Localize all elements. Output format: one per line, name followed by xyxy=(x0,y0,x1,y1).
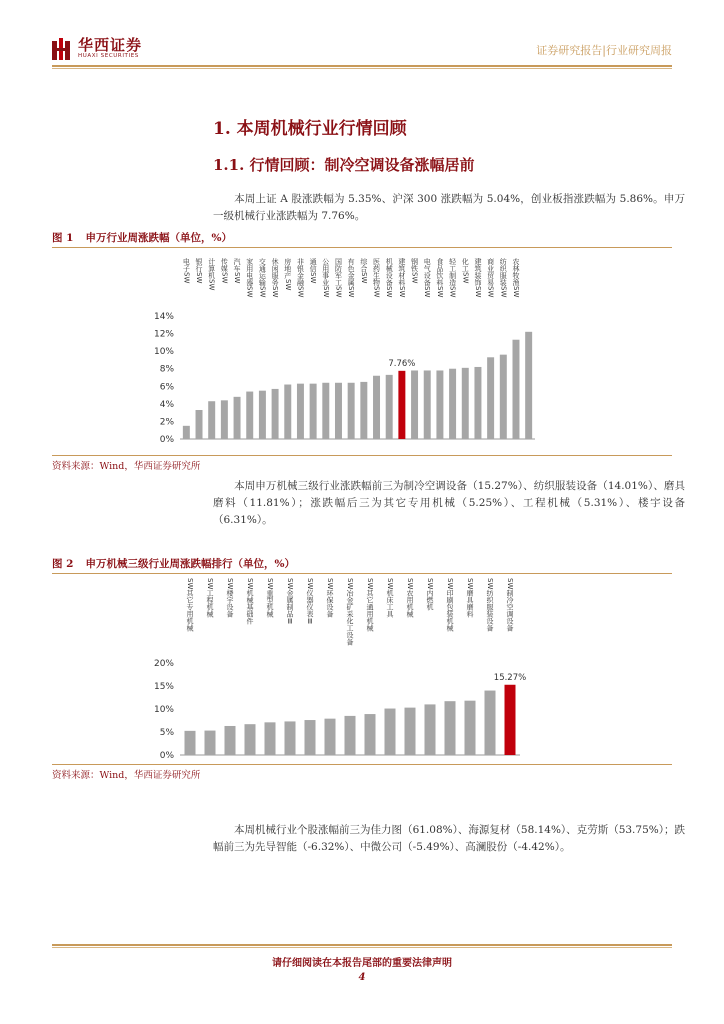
x-tick-label: SW重型机械 xyxy=(266,578,274,618)
x-tick-label: 国防军工SW xyxy=(334,258,343,298)
paragraph-sub-industry xyxy=(213,478,685,529)
data-label: 15.27% xyxy=(493,672,527,683)
bar xyxy=(487,357,494,439)
y-tick-label: 10% xyxy=(153,347,174,358)
x-tick-label: SW工程机械 xyxy=(206,578,214,618)
bar xyxy=(525,332,532,439)
bar xyxy=(345,716,356,755)
bar xyxy=(386,375,393,439)
bar xyxy=(225,726,236,755)
bar xyxy=(505,685,516,755)
bar xyxy=(205,731,216,755)
data-label: 7.76% xyxy=(388,358,416,369)
y-tick-label: 0% xyxy=(159,435,174,445)
chart-machinery-sub-industry xyxy=(140,576,540,764)
paragraph-market-overview xyxy=(213,191,685,225)
bar xyxy=(348,383,355,439)
bar xyxy=(425,704,436,755)
x-tick-label: 通信SW xyxy=(309,258,318,284)
x-tick-label: SW机械基础件 xyxy=(246,578,254,625)
bar xyxy=(305,720,316,755)
logo-text-cn: 华西证券 xyxy=(78,36,143,54)
x-tick-label: 商业贸易SW xyxy=(486,258,495,298)
x-tick-label: 电子SW xyxy=(182,258,191,284)
huaxi-logo-icon xyxy=(52,38,70,60)
y-tick-label: 0% xyxy=(159,751,174,761)
bar xyxy=(365,714,376,755)
figure2-caption: 申万机械三级行业周涨跌幅排行（单位，%） xyxy=(85,558,295,570)
y-tick-label: 12% xyxy=(153,329,174,340)
bar xyxy=(445,701,456,755)
x-tick-label: 房地产SW xyxy=(283,258,292,291)
bar xyxy=(325,719,336,755)
figure1-bottom-rule xyxy=(52,455,672,456)
bar xyxy=(272,389,279,439)
logo-text-en: HUAXI SECURITIES xyxy=(78,53,139,59)
x-tick-label: 农林牧渔SW xyxy=(511,258,520,298)
paragraph-text: 本周申万机械三级行业涨跌幅前三为制冷空调设备（15.27%）、纺织服装设备（14.01%）、磨具磨料（11.81%）；涨跌幅后三为其它专用机械（5.25%）、工程机械（5.31%）、楼宇设备（6.31%）。 xyxy=(213,480,685,526)
bar xyxy=(245,724,256,755)
bar xyxy=(185,731,196,755)
bar xyxy=(246,392,253,439)
footer-rule-thin xyxy=(52,947,672,948)
x-tick-label: 家用电器SW xyxy=(245,258,254,298)
x-tick-label: 综合SW xyxy=(359,258,368,284)
legal-notice: 请仔细阅读在本报告尾部的重要法律声明 xyxy=(272,958,452,969)
figure2-title xyxy=(52,556,295,571)
x-tick-label: 钢铁SW xyxy=(410,258,419,284)
bar xyxy=(398,371,405,439)
x-tick-label: SW纺织服装设备 xyxy=(486,578,494,632)
x-tick-label: 轻工制造SW xyxy=(448,258,457,298)
figure1-number: 图 1 xyxy=(52,232,74,244)
x-tick-label: 食品饮料SW xyxy=(435,258,444,298)
page-number: 4 xyxy=(358,972,366,983)
bar xyxy=(360,382,367,439)
x-tick-label: 有色金属SW xyxy=(347,258,356,298)
x-tick-label: 公用事业SW xyxy=(321,258,330,298)
bar xyxy=(234,397,241,439)
header-rule-thin xyxy=(52,68,672,69)
bar xyxy=(208,401,215,439)
x-tick-label: SW农用机械 xyxy=(406,578,414,618)
figure2-rule xyxy=(52,573,672,574)
x-tick-label: 医药生物SW xyxy=(372,258,381,298)
y-tick-label: 20% xyxy=(153,659,174,669)
x-tick-label: SW环保设备 xyxy=(326,578,334,618)
x-tick-label: SW冶金矿采化工设备 xyxy=(346,578,354,646)
paragraph-text: 本周上证 A 股涨跌幅为 5.35%、沪深 300 涨跌幅为 5.04%，创业板指涨跌幅为 5.86%。申万一级机械行业涨跌幅为 7.76%。 xyxy=(213,193,685,222)
bar xyxy=(196,410,203,439)
bar xyxy=(297,384,304,439)
x-tick-label: 建筑材料SW xyxy=(397,258,406,298)
x-tick-label: SW制冷空调设备 xyxy=(506,578,514,632)
bar xyxy=(221,400,228,439)
x-tick-label: 化工SW xyxy=(461,258,470,284)
x-tick-label: 建筑装饰SW xyxy=(473,258,482,298)
y-tick-label: 6% xyxy=(159,382,174,393)
x-tick-label: SW其它通用机械 xyxy=(366,578,374,632)
bar xyxy=(465,701,476,755)
bar xyxy=(322,383,329,439)
x-tick-label: 纺织服装SW xyxy=(499,258,508,298)
x-tick-label: SW磨具磨料 xyxy=(466,578,474,618)
x-tick-label: SW内燃机 xyxy=(426,578,434,611)
x-tick-label: SW仪器仪表Ⅲ xyxy=(306,578,314,626)
x-tick-label: SW其它专用机械 xyxy=(186,578,194,632)
bar xyxy=(474,367,481,439)
bar xyxy=(335,383,342,439)
bar xyxy=(373,376,380,439)
bar xyxy=(436,370,443,439)
bar xyxy=(424,370,431,439)
header-rule xyxy=(52,65,672,67)
figure1-title xyxy=(52,230,232,245)
bar xyxy=(183,426,190,439)
bar xyxy=(310,384,317,439)
y-tick-label: 14% xyxy=(153,312,174,322)
report-type: 证券研究报告|行业研究周报 xyxy=(536,44,672,57)
x-tick-label: SW楼宇设备 xyxy=(226,578,234,618)
y-tick-label: 2% xyxy=(159,417,174,428)
bar xyxy=(265,722,276,755)
bar xyxy=(405,708,416,755)
bar xyxy=(411,370,418,439)
x-tick-label: SW印刷包装机械 xyxy=(446,578,454,632)
x-tick-label: 传媒SW xyxy=(220,258,229,284)
bar xyxy=(485,691,496,755)
x-tick-label: 机械设备SW xyxy=(385,258,394,298)
bar xyxy=(449,369,456,439)
y-tick-label: 15% xyxy=(153,682,174,692)
figure2-source: 资料来源：Wind，华西证券研究所 xyxy=(52,770,201,781)
x-tick-label: SW金属制品Ⅲ xyxy=(286,578,294,626)
chart-sw-industry-weekly xyxy=(140,250,540,450)
figure1-caption: 申万行业周涨跌幅（单位，%） xyxy=(85,232,232,244)
y-tick-label: 5% xyxy=(159,728,174,738)
bar xyxy=(385,709,396,755)
paragraph-stocks xyxy=(213,822,685,856)
y-tick-label: 4% xyxy=(159,399,174,410)
x-tick-label: 电气设备SW xyxy=(423,258,432,298)
figure2-bottom-rule xyxy=(52,764,672,765)
x-tick-label: 非银金融SW xyxy=(296,258,305,298)
bar xyxy=(462,368,469,439)
bar xyxy=(500,355,507,439)
bar xyxy=(285,721,296,755)
x-tick-label: 计算机SW xyxy=(207,258,216,291)
bar xyxy=(259,391,266,439)
bar xyxy=(512,340,519,439)
x-tick-label: 交通运输SW xyxy=(258,258,267,298)
figure1-rule xyxy=(52,247,672,248)
y-tick-label: 8% xyxy=(159,364,174,375)
x-tick-label: 汽车SW xyxy=(233,258,242,284)
subsection-heading: 1.1. 行情回顾：制冷空调设备涨幅居前 xyxy=(213,156,475,174)
y-tick-label: 10% xyxy=(153,705,174,715)
footer-rule xyxy=(52,944,672,946)
figure2-number: 图 2 xyxy=(52,558,74,570)
x-tick-label: 银行SW xyxy=(195,258,204,284)
figure1-source: 资料来源：Wind，华西证券研究所 xyxy=(52,461,201,472)
paragraph-text: 本周机械行业个股涨幅前三为佳力图（61.08%）、海源复材（58.14%）、克劳斯（53.75%）；跌幅前三为先导智能（-6.32%）、中微公司（-5.49%）、高澜股份（-4.42%）。 xyxy=(213,824,685,853)
section-heading: 1. 本周机械行业行情回顾 xyxy=(213,119,407,139)
x-tick-label: SW机床工具 xyxy=(386,578,394,618)
x-tick-label: 休闲服务SW xyxy=(271,258,280,298)
bar xyxy=(284,385,291,439)
